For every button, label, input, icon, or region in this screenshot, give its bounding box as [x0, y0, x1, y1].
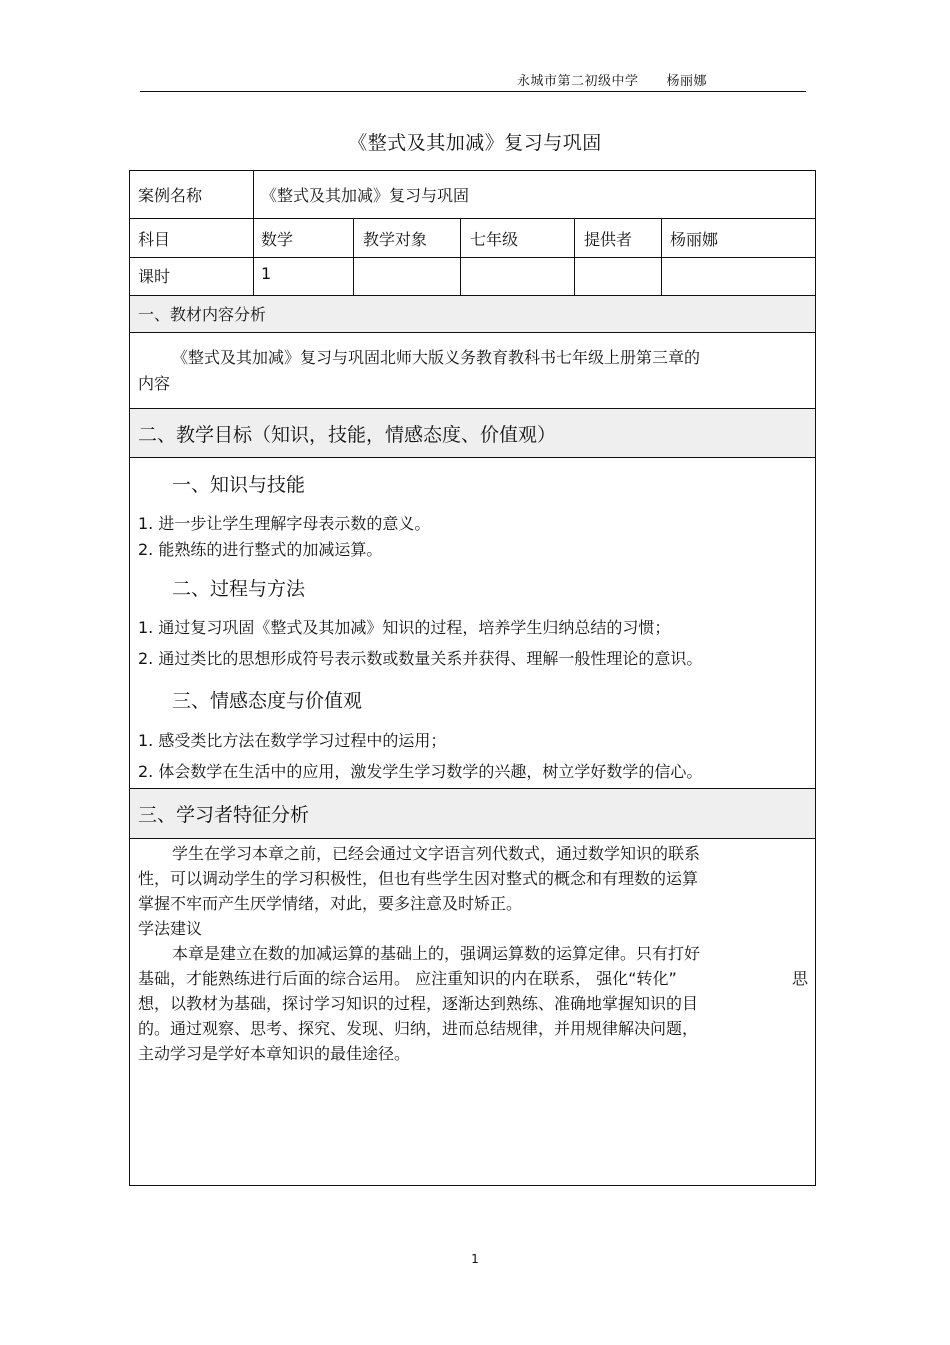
case-name-value: 《整式及其加减》复习与巩固 — [261, 186, 470, 205]
section3-heading: 三、学习者特征分析 — [138, 804, 310, 826]
header-rule — [140, 91, 806, 92]
subject-value: 数学 — [261, 230, 294, 249]
page-number: 1 — [471, 1252, 479, 1266]
provider-value: 杨丽娜 — [670, 230, 719, 249]
row-rule — [130, 788, 815, 789]
analysis-line: 掌握不牢而产生厌学情绪，对此，要多注意及时矫正。 — [138, 894, 523, 913]
analysis-line-tail: 思 — [792, 969, 809, 988]
header-author: 杨丽娜 — [666, 74, 708, 89]
lesson-table — [129, 170, 816, 1186]
goal-item: 2. 能熟练的进行整式的加减运算。 — [138, 540, 383, 559]
case-name-label: 案例名称 — [138, 186, 203, 205]
analysis-line: 性，可以调动学生的学习积极性，但也有些学生因对整式的概念和有理数的运算 — [138, 869, 699, 888]
analysis-line: 本章是建立在数的加减运算的基础上的，强调运算数的运算定律。只有打好 — [172, 944, 701, 963]
row-rule — [130, 838, 815, 839]
provider-label: 提供者 — [584, 230, 633, 249]
row-rule — [130, 408, 815, 409]
document-title: 《整式及其加减》复习与巩固 — [348, 132, 602, 154]
audience-value: 七年级 — [470, 230, 519, 249]
goal-item: 2. 通过类比的思想形成符号表示数或数量关系并获得、理解一般性理论的意识。 — [138, 649, 703, 668]
analysis-line: 的。通过观察、思考、探究、发现、归纳，进而总结规律，并用规律解决问题， — [138, 1019, 699, 1038]
hours-value: 1 — [261, 264, 272, 283]
section1-heading: 一、教材内容分析 — [138, 305, 267, 324]
analysis-line: 学生在学习本章之前，已经会通过文字语言列代数式，通过数学知识的联系 — [172, 844, 701, 863]
row-rule — [130, 257, 815, 258]
analysis-line: 主动学习是学好本章知识的最佳途径。 — [138, 1044, 411, 1063]
section1-text-line: 内容 — [138, 374, 171, 393]
subsection-process: 二、过程与方法 — [172, 578, 306, 600]
section1-text-line: 《整式及其加减》复习与巩固北师大版义务教育教科书七年级上册第三章的 — [172, 348, 701, 367]
subsection-knowledge: 一、知识与技能 — [172, 474, 306, 496]
page-header — [517, 70, 707, 89]
hours-label: 课时 — [138, 267, 171, 286]
subject-label: 科目 — [138, 230, 171, 249]
audience-label: 教学对象 — [363, 230, 428, 249]
col-rule — [661, 218, 662, 295]
goal-item: 1. 感受类比方法在数学学习过程中的运用； — [138, 731, 447, 750]
goal-item: 1. 通过复习巩固《整式及其加减》知识的过程，培养学生归纳总结的习惯； — [138, 618, 671, 637]
analysis-line: 想，以教材为基础，探讨学习知识的过程，逐渐达到熟练、准确地掌握知识的目 — [138, 994, 699, 1013]
subsection-attitude: 三、情感态度与价值观 — [172, 690, 363, 712]
row-rule — [130, 218, 815, 219]
goal-item: 2. 体会数学在生活中的应用，激发学生学习数学的兴趣，树立学好数学的信心。 — [138, 762, 703, 781]
row-rule — [130, 332, 815, 333]
row-rule — [130, 295, 815, 296]
learning-advice-heading: 学法建议 — [138, 919, 203, 938]
goal-item: 1. 进一步让学生理解字母表示数的意义。 — [138, 514, 431, 533]
header-school: 永城市第二初级中学 — [517, 74, 639, 89]
col-rule — [460, 218, 461, 295]
row-rule — [130, 457, 815, 458]
section2-heading: 二、教学目标（知识，技能，情感态度、价值观） — [138, 424, 557, 446]
analysis-line: 基础，才能熟练进行后面的综合运用。 应注重知识的内在联系， 强化“转化” — [138, 969, 677, 988]
col-rule — [353, 218, 354, 295]
col-rule — [253, 171, 254, 295]
col-rule — [574, 218, 575, 295]
